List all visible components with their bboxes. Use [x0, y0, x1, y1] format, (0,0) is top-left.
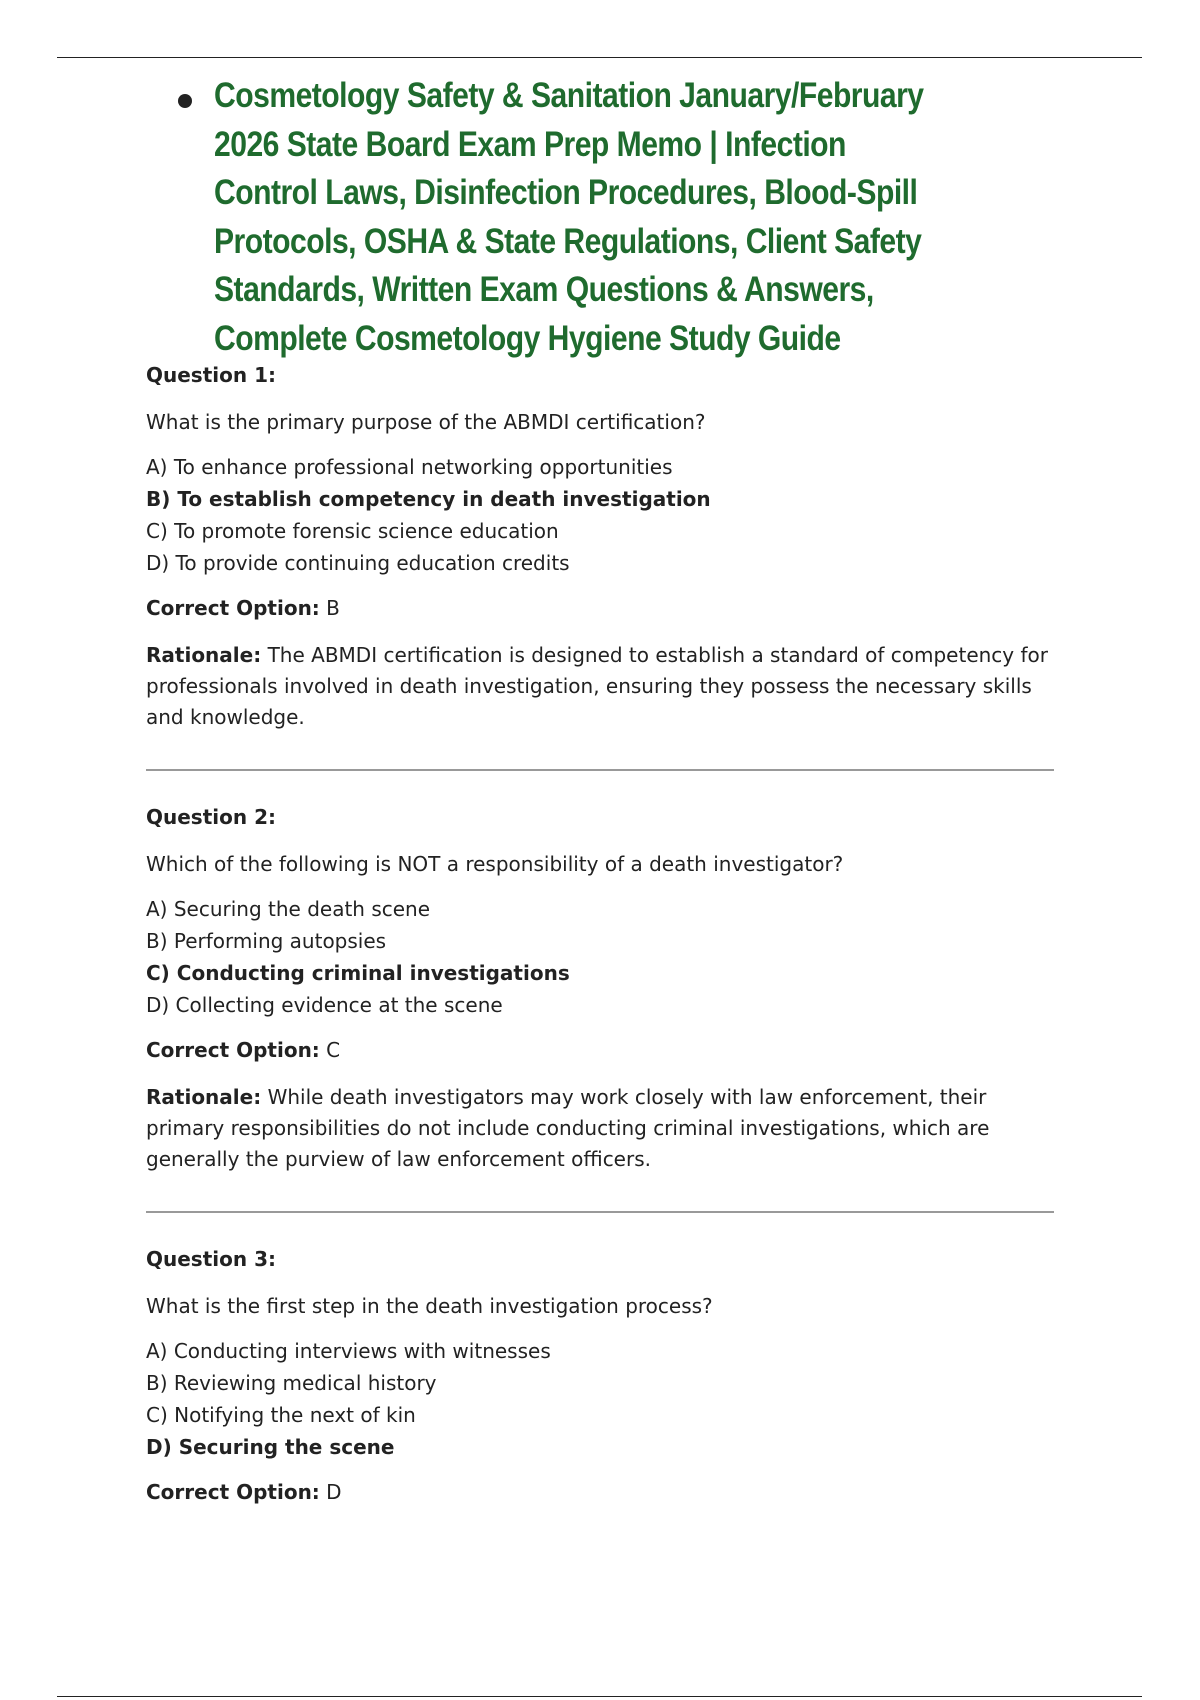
- correct-option-label: Correct Option:: [146, 1038, 320, 1062]
- rationale-label: Rationale:: [146, 1085, 262, 1109]
- section-divider: [146, 1211, 1054, 1213]
- document-title-block: [178, 72, 1078, 363]
- rationale: [146, 1082, 1056, 1175]
- rationale-text: While death investigators may work closely with law enforcement, their primary responsibilities do not include conducting criminal investigations, which are generally the purview of law enforcement officers.: [146, 1085, 990, 1171]
- correct-option: [146, 1477, 1056, 1507]
- question-text: Which of the following is NOT a responsibility of a death investigator?: [146, 852, 844, 876]
- correct-option-value: C: [326, 1038, 341, 1062]
- correct-option-value: D: [326, 1480, 342, 1504]
- correct-option: [146, 1035, 1056, 1065]
- option-d-correct: D) Securing the scene: [146, 1435, 395, 1459]
- question-label: Question 1:: [146, 363, 276, 387]
- option-d: D) Collecting evidence at the scene: [146, 993, 503, 1017]
- option-a: A) Conducting interviews with witnesses: [146, 1339, 551, 1363]
- question-3: [146, 1244, 1056, 1507]
- option-b: B) Performing autopsies: [146, 929, 387, 953]
- page-bottom-rule: [57, 1696, 1142, 1697]
- option-c-correct: C) Conducting criminal investigations: [146, 961, 570, 985]
- question-label: Question 2:: [146, 805, 276, 829]
- question-text: What is the primary purpose of the ABMDI certification?: [146, 410, 706, 434]
- correct-option: [146, 593, 1056, 623]
- bullet-icon: [178, 94, 192, 108]
- option-b-correct: B) To establish competency in death investigation: [146, 487, 711, 511]
- rationale-label: Rationale:: [146, 643, 262, 667]
- question-2: [146, 802, 1056, 1175]
- rationale-text: The ABMDI certification is designed to establish a standard of competency for professionals involved in death investigation, ensuring they possess the necessary skills and knowledge.: [146, 643, 1048, 729]
- question-list: [146, 360, 1056, 1524]
- option-list: [146, 1335, 1056, 1463]
- option-c: C) Notifying the next of kin: [146, 1403, 416, 1427]
- document-title: Cosmetology Safety & Sanitation January/February 2026 State Board Exam Prep Memo | Infection Control Laws, Disinfection Procedures, Blood-Spill Protocols, OSHA & State Regulations, Client Safety Standards, Written Exam Questions & Answers, Complete Cosmetology Hygiene Study Guide: [214, 76, 924, 358]
- option-a: A) Securing the death scene: [146, 897, 431, 921]
- correct-option-label: Correct Option:: [146, 596, 320, 620]
- option-b: B) Reviewing medical history: [146, 1371, 437, 1395]
- option-list: [146, 893, 1056, 1021]
- option-a: A) To enhance professional networking opportunities: [146, 455, 673, 479]
- correct-option-label: Correct Option:: [146, 1480, 320, 1504]
- option-d: D) To provide continuing education credits: [146, 551, 570, 575]
- question-1: [146, 360, 1056, 733]
- correct-option-value: B: [326, 596, 340, 620]
- rationale: [146, 640, 1056, 733]
- page-top-rule: [57, 57, 1142, 58]
- section-divider: [146, 769, 1054, 771]
- question-label: Question 3:: [146, 1247, 276, 1271]
- option-c: C) To promote forensic science education: [146, 519, 559, 543]
- option-list: [146, 451, 1056, 579]
- question-text: What is the first step in the death investigation process?: [146, 1294, 713, 1318]
